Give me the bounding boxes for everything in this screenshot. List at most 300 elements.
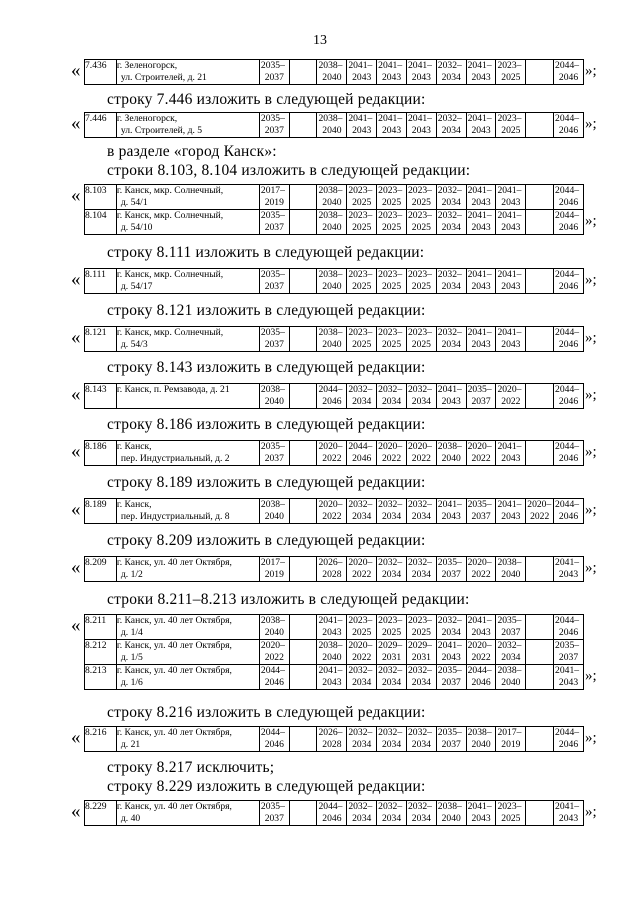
table-row [85, 557, 584, 582]
period-cell [554, 113, 584, 138]
period-start: 2038– [437, 441, 462, 452]
period-start: 2041– [467, 60, 492, 71]
row-number: 7.446 [85, 113, 117, 138]
period-end: 2025 [352, 281, 372, 292]
period-end: 2046 [558, 125, 579, 136]
row-number: 8.216 [85, 727, 117, 752]
period-end: 2034 [411, 739, 431, 750]
period-start: 2023– [407, 615, 432, 626]
period-start: 2023– [497, 60, 522, 71]
period-start [290, 269, 317, 281]
period-cell [436, 113, 466, 138]
period-end: 2046 [558, 511, 579, 522]
period-cell [526, 499, 554, 524]
address-cell [116, 615, 259, 640]
period-start: 2032– [378, 499, 403, 510]
period-cell [554, 727, 584, 752]
period-end: 2025 [381, 339, 402, 350]
period-end: 2043 [558, 813, 579, 824]
period-end: 2034 [441, 627, 461, 638]
address-line-1: г. Канск, ул. 40 лет Октября, [116, 615, 232, 626]
period-cell [289, 60, 317, 85]
period-cell [496, 185, 526, 210]
period-cell [466, 384, 496, 409]
period-start: 2035– [260, 210, 285, 221]
period-cell [289, 727, 317, 752]
period-start: 2032– [407, 557, 432, 568]
period-cell [526, 210, 554, 235]
period-end [290, 569, 317, 581]
period-end: 2025 [411, 627, 431, 638]
period-start: 2038– [260, 615, 285, 626]
period-start: 2032– [437, 615, 462, 626]
period-end: 2028 [322, 739, 342, 750]
period-cell [317, 615, 347, 640]
period-cell [436, 60, 466, 85]
period-end: 2046 [322, 396, 342, 407]
period-start: 2032– [437, 210, 462, 221]
closing-quote: »; [585, 444, 597, 460]
period-cell [377, 185, 407, 210]
period-cell [347, 727, 377, 752]
period-cell [406, 269, 436, 294]
period-start: 2020– [348, 640, 373, 651]
period-cell [496, 441, 526, 466]
period-cell [526, 185, 554, 210]
row-number: 8.229 [85, 801, 117, 826]
period-end [290, 197, 317, 209]
period-cell [526, 113, 554, 138]
period-cell [289, 640, 317, 665]
instruction-text: строку 7.446 изложить в следующей редакции: [107, 91, 426, 108]
period-cell [554, 210, 584, 235]
address-line-1: г. Канск, п. Ремзавода, д. 21 [116, 384, 230, 395]
period-end: 2025 [411, 197, 431, 208]
period-end: 2043 [558, 677, 579, 688]
address-line-1: г. Канск, [116, 441, 152, 452]
instruction-text: строку 8.216 изложить в следующей редакции: [107, 704, 426, 721]
period-end [290, 222, 317, 234]
period-start: 2041– [497, 441, 522, 452]
period-cell [259, 615, 289, 640]
row-number: 8.211 [85, 615, 117, 640]
address-line-2: д. 1/5 [120, 652, 143, 663]
period-end: 2037 [264, 222, 284, 233]
period-start: 2044– [318, 801, 343, 812]
period-cell [466, 801, 496, 826]
period-start: 2032– [378, 384, 403, 395]
period-start [290, 185, 317, 197]
period-end: 2040 [322, 222, 342, 233]
period-start: 2026– [318, 557, 343, 568]
period-start: 2032– [407, 384, 432, 395]
period-start: 2041– [467, 113, 492, 124]
period-end: 2022 [264, 652, 284, 663]
period-end: 2034 [381, 739, 402, 750]
period-end: 2046 [558, 453, 579, 464]
period-cell [554, 185, 584, 210]
period-end: 2040 [322, 281, 342, 292]
period-start: 2032– [378, 727, 403, 738]
period-end: 2034 [411, 813, 431, 824]
instruction-text: строку 8.121 изложить в следующей редакции: [107, 302, 426, 319]
period-cell [317, 185, 347, 210]
period-end: 2022 [381, 453, 402, 464]
period-end [290, 627, 317, 639]
period-start: 2038– [318, 113, 343, 124]
period-end: 2034 [381, 677, 402, 688]
period-start: 2017– [260, 185, 285, 196]
period-cell [289, 384, 317, 409]
period-start: 2032– [378, 557, 403, 568]
period-cell [496, 665, 526, 690]
period-cell [289, 210, 317, 235]
period-start: 2044– [555, 60, 580, 71]
period-start: 2032– [348, 499, 373, 510]
period-end: 2034 [441, 125, 461, 136]
period-end: 2022 [352, 652, 372, 663]
period-start: 2023– [378, 269, 403, 280]
period-end: 2046 [558, 396, 579, 407]
period-end: 2043 [441, 511, 461, 522]
address-line-2: ул. Строителей, д. 21 [120, 72, 207, 83]
period-end: 2040 [264, 396, 284, 407]
row-number: 8.209 [85, 557, 117, 582]
period-start [290, 727, 317, 739]
table-row [85, 615, 584, 640]
period-cell [347, 113, 377, 138]
address-line-1: г. Канск, ул. 40 лет Октября, [116, 801, 232, 812]
period-cell [406, 727, 436, 752]
period-cell [496, 801, 526, 826]
period-cell [317, 727, 347, 752]
period-cell [526, 640, 554, 665]
period-start: 2032– [407, 727, 432, 738]
period-end [526, 396, 553, 408]
period-cell [347, 441, 377, 466]
period-start: 2032– [407, 801, 432, 812]
period-cell [406, 801, 436, 826]
amendment-table [84, 383, 584, 409]
period-cell [289, 441, 317, 466]
period-cell [436, 185, 466, 210]
period-cell [466, 185, 496, 210]
period-start [290, 210, 317, 222]
period-cell [289, 801, 317, 826]
period-end: 2025 [381, 627, 402, 638]
period-start: 2035– [467, 384, 492, 395]
table-row [85, 269, 584, 294]
period-end: 2022 [322, 511, 342, 522]
period-cell [259, 384, 289, 409]
period-cell [406, 384, 436, 409]
period-end [526, 739, 553, 751]
row-number: 8.103 [85, 185, 117, 210]
period-cell [406, 60, 436, 85]
period-cell [526, 441, 554, 466]
period-cell [259, 727, 289, 752]
amendment-table [84, 184, 584, 235]
period-end: 2034 [411, 396, 431, 407]
address-cell [116, 499, 259, 524]
period-start: 2026– [318, 727, 343, 738]
period-cell [347, 665, 377, 690]
period-start [526, 557, 553, 569]
period-cell [526, 615, 554, 640]
period-end: 2040 [322, 339, 342, 350]
instruction-text: строки 8.103, 8.104 изложить в следующей редакции: [107, 162, 471, 179]
period-end: 2034 [352, 813, 372, 824]
period-cell [526, 665, 554, 690]
period-end: 2043 [441, 652, 461, 663]
period-start: 2044– [260, 665, 285, 676]
period-start: 2032– [348, 727, 373, 738]
period-cell [406, 327, 436, 352]
period-end: 2034 [501, 652, 521, 663]
period-end: 2043 [501, 339, 521, 350]
period-end: 2022 [530, 511, 550, 522]
table-row [85, 640, 584, 665]
period-start [290, 615, 317, 627]
period-start [526, 210, 553, 222]
period-end: 2043 [501, 281, 521, 292]
address-line-2: д. 21 [120, 739, 141, 750]
amendment-table [84, 726, 584, 752]
period-start: 2023– [348, 327, 373, 338]
period-start: 2017– [497, 727, 522, 738]
period-end: 2025 [381, 197, 402, 208]
opening-quote: « [71, 113, 81, 134]
period-end: 2046 [264, 677, 284, 688]
period-cell [317, 441, 347, 466]
period-start [290, 557, 317, 569]
table-row [85, 499, 584, 524]
period-start: 2032– [437, 269, 462, 280]
period-start [526, 113, 553, 125]
period-start: 2032– [348, 665, 373, 676]
period-start: 2032– [437, 60, 462, 71]
opening-quote: « [71, 801, 81, 822]
period-end: 2043 [471, 813, 491, 824]
period-start [290, 60, 317, 72]
period-start: 2044– [348, 441, 373, 452]
period-cell [259, 499, 289, 524]
period-start: 2023– [407, 210, 432, 221]
period-cell [436, 269, 466, 294]
closing-quote: »; [585, 560, 597, 576]
period-start: 2038– [497, 665, 522, 676]
period-start: 2041– [437, 384, 462, 395]
period-cell [317, 269, 347, 294]
opening-quote: « [71, 269, 81, 290]
period-cell [554, 269, 584, 294]
period-cell [259, 113, 289, 138]
period-start: 2041– [348, 113, 373, 124]
period-start: 2044– [555, 185, 580, 196]
period-start: 2017– [260, 557, 285, 568]
period-cell [406, 557, 436, 582]
address-line-1: г. Канск, ул. 40 лет Октября, [116, 727, 232, 738]
period-end [526, 281, 553, 293]
period-start [290, 384, 317, 396]
period-end: 2034 [441, 222, 461, 233]
period-start [526, 801, 553, 813]
period-end [526, 569, 553, 581]
address-line-1: г. Канск, ул. 40 лет Октября, [116, 557, 232, 568]
period-start: 2044– [555, 499, 580, 510]
period-end: 2043 [501, 222, 521, 233]
period-end: 2034 [352, 511, 372, 522]
row-number: 8.212 [85, 640, 117, 665]
amendment-table [84, 59, 584, 85]
period-end: 2043 [322, 627, 342, 638]
period-start [526, 727, 553, 739]
period-start: 2020– [348, 557, 373, 568]
period-start: 2038– [318, 269, 343, 280]
period-start: 2041– [467, 801, 492, 812]
period-cell [347, 210, 377, 235]
period-start: 2044– [555, 210, 580, 221]
period-end: 2046 [558, 739, 579, 750]
opening-quote: « [71, 327, 81, 348]
period-end [290, 677, 317, 689]
period-cell [259, 185, 289, 210]
period-cell [466, 441, 496, 466]
period-cell [466, 665, 496, 690]
address-cell [116, 210, 259, 235]
period-cell [406, 113, 436, 138]
address-line-2: д. 54/17 [120, 281, 153, 292]
address-line-1: г. Канск, мкр. Солнечный, [116, 269, 224, 280]
period-end [526, 813, 553, 825]
period-end [290, 72, 317, 84]
period-end: 2022 [471, 569, 491, 580]
period-cell [347, 269, 377, 294]
period-cell [554, 615, 584, 640]
period-start: 2044– [467, 665, 492, 676]
period-cell [466, 113, 496, 138]
period-cell [259, 327, 289, 352]
period-start: 2041– [467, 269, 492, 280]
period-cell [377, 60, 407, 85]
address-cell [116, 557, 259, 582]
period-cell [289, 269, 317, 294]
period-cell [377, 499, 407, 524]
period-start: 2044– [555, 441, 580, 452]
period-start: 2023– [378, 210, 403, 221]
address-line-2: ул. Строителей, д. 5 [120, 125, 203, 136]
period-start: 2023– [497, 113, 522, 124]
period-end [526, 339, 553, 351]
period-end: 2025 [352, 339, 372, 350]
period-start: 2044– [555, 615, 580, 626]
address-cell [116, 327, 259, 352]
row-number: 8.213 [85, 665, 117, 690]
address-cell [116, 269, 259, 294]
period-end [526, 125, 553, 137]
period-end: 2043 [471, 125, 491, 136]
period-start: 2038– [318, 327, 343, 338]
period-end: 2046 [558, 339, 579, 350]
period-cell [406, 640, 436, 665]
period-start: 2041– [318, 615, 343, 626]
address-cell [116, 113, 259, 138]
period-start: 2032– [348, 801, 373, 812]
period-cell [466, 210, 496, 235]
period-start: 2032– [437, 327, 462, 338]
period-start: 2020– [467, 557, 492, 568]
period-start: 2035– [260, 801, 285, 812]
amendment-table [84, 498, 584, 524]
period-end: 2046 [558, 222, 579, 233]
period-end: 2025 [411, 222, 431, 233]
address-cell [116, 441, 259, 466]
period-end: 2046 [558, 197, 579, 208]
closing-quote: »; [585, 387, 597, 403]
period-start: 2023– [407, 327, 432, 338]
period-end [526, 72, 553, 84]
period-cell [436, 384, 466, 409]
period-end: 2022 [352, 569, 372, 580]
period-end: 2037 [558, 652, 579, 663]
period-cell [347, 327, 377, 352]
opening-quote: « [71, 615, 81, 636]
period-start: 2038– [260, 499, 285, 510]
period-start: 2041– [555, 801, 580, 812]
period-start: 2023– [348, 269, 373, 280]
period-cell [377, 210, 407, 235]
period-start: 2041– [467, 210, 492, 221]
period-start: 2029– [407, 640, 432, 651]
period-end: 2046 [471, 677, 491, 688]
address-line-1: г. Канск, мкр. Солнечный, [116, 210, 224, 221]
period-end: 2037 [264, 813, 284, 824]
period-end: 2043 [411, 125, 431, 136]
period-cell [526, 269, 554, 294]
amendment-table [84, 614, 584, 690]
period-cell [526, 60, 554, 85]
row-number: 8.186 [85, 441, 117, 466]
period-end: 2046 [558, 281, 579, 292]
period-end: 2025 [501, 72, 521, 83]
period-start: 2041– [497, 499, 522, 510]
address-cell [116, 185, 259, 210]
period-end: 2034 [381, 569, 402, 580]
period-cell [317, 210, 347, 235]
period-start: 2032– [437, 113, 462, 124]
period-cell [289, 113, 317, 138]
period-start: 2020– [407, 441, 432, 452]
period-end: 2046 [558, 627, 579, 638]
closing-quote: »; [585, 330, 597, 346]
period-start: 2023– [407, 185, 432, 196]
period-cell [377, 727, 407, 752]
period-start: 2041– [555, 557, 580, 568]
period-start [290, 327, 317, 339]
period-end: 2046 [352, 453, 372, 464]
address-line-2: д. 1/4 [120, 627, 143, 638]
period-end: 2040 [322, 125, 342, 136]
period-end: 2043 [352, 72, 372, 83]
address-line-2: пер. Индустриальный, д. 2 [120, 453, 230, 464]
period-start [526, 441, 553, 453]
period-cell [466, 557, 496, 582]
period-end: 2022 [471, 453, 491, 464]
period-cell [526, 384, 554, 409]
period-end: 2034 [381, 813, 402, 824]
period-cell [317, 327, 347, 352]
period-end: 2046 [322, 813, 342, 824]
